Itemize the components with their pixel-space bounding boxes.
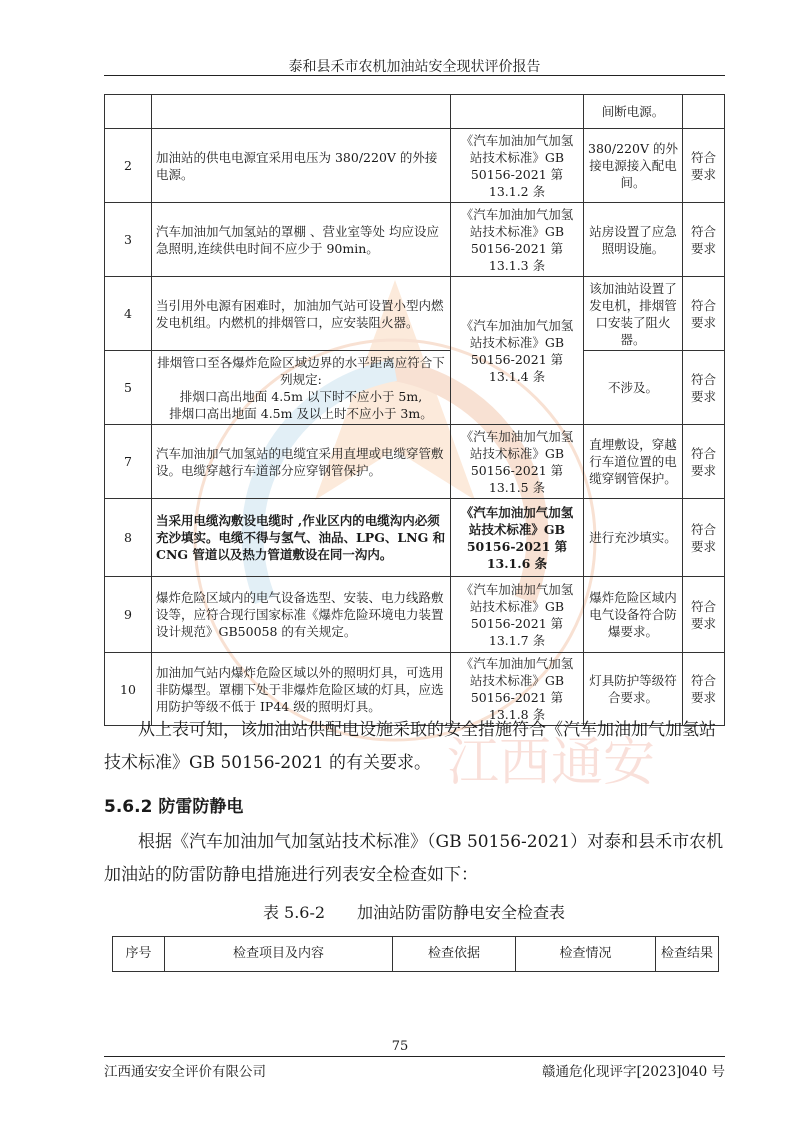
check-item: 当引用外电源有困难时，加油加气站可设置小型内燃发电机组。内燃机的排烟管口，应安装阻火器。 xyxy=(152,277,451,351)
row-number: 2 xyxy=(105,129,152,203)
check-result: 符合要求 xyxy=(683,203,725,277)
check-status: 该加油站设置了发电机，排烟管口安装了阻火器。 xyxy=(584,277,683,351)
footer-divider xyxy=(104,1056,725,1057)
check-basis: 《汽车加油加气加氢站技术标准》GB 50156-2021 第 13.1.8 条 xyxy=(451,653,584,726)
intro-paragraph: 根据《汽车加油加气加氢站技术标准》（GB 50156-2021）对泰和县禾市农机加油站的防雷防静电措施进行列表安全检查如下： xyxy=(104,832,724,885)
check-item: 爆炸危险区域内的电气设备选型、安装、电力线路敷设等，应符合现行国家标准《爆炸危险环境电力装置设计规范》GB50058 的有关规定。 xyxy=(152,577,451,653)
check-item: 排烟管口至各爆炸危险区域边界的水平距离应符合下列规定: 排烟口高出地面 4.5m 以下时不应小于 5m, 排烟口高出地面 4.5m 及以上时不应小于 3m。 xyxy=(152,351,451,425)
row-number: 5 xyxy=(105,351,152,425)
header-cell: 检查情况 xyxy=(516,937,656,972)
check-status: 爆炸危险区域内电气设备符合防爆要求。 xyxy=(584,577,683,653)
table-row xyxy=(105,277,725,351)
check-result: 符合要求 xyxy=(683,129,725,203)
header-divider xyxy=(104,75,725,76)
check-basis: 《汽车加油加气加氢站技术标准》GB 50156-2021 第 13.1.6 条 xyxy=(451,499,584,577)
check-status: 灯具防护等级符合要求。 xyxy=(584,653,683,726)
power-supply-check-table xyxy=(104,94,725,726)
row-number: 3 xyxy=(105,203,152,277)
row-number: 7 xyxy=(105,425,152,499)
table-cell xyxy=(105,95,152,129)
table-header-row xyxy=(113,937,719,972)
check-status: 进行充沙填实。 xyxy=(584,499,683,577)
table-row xyxy=(105,129,725,203)
lightning-check-table xyxy=(112,936,719,972)
watermark-text: 江西通安 xyxy=(446,733,655,793)
section-heading: 5.6.2 防雷防静电 xyxy=(104,797,244,817)
header-cell: 检查依据 xyxy=(393,937,516,972)
check-item: 汽车加油加气加氢站的罩棚 、营业室等处 均应设应急照明,连续供电时间不应少于 90min。 xyxy=(152,203,451,277)
check-basis: 《汽车加油加气加氢站技术标准》GB 50156-2021 第 13.1.3 条 xyxy=(451,203,584,277)
table-caption: 表 5.6-2 加油站防雷防静电安全检查表 xyxy=(262,903,566,922)
row-number: 8 xyxy=(105,499,152,577)
conclusion-paragraph: 从上表可知，该加油站供配电设施采取的安全措施符合《汽车加油加气加氢站技术标准》GB 50156-2021 的有关要求。 xyxy=(104,720,716,773)
check-status: 直埋敷设，穿越行车道位置的电缆穿钢管保护。 xyxy=(584,425,683,499)
row-number: 9 xyxy=(105,577,152,653)
check-basis: 《汽车加油加气加氢站技术标准》GB 50156-2021 第 13.1.4 条 xyxy=(451,277,584,425)
check-basis: 《汽车加油加气加氢站技术标准》GB 50156-2021 第 13.1.2 条 xyxy=(451,129,584,203)
header-cell: 序号 xyxy=(113,937,165,972)
header-cell: 检查项目及内容 xyxy=(165,937,393,972)
table-row xyxy=(105,425,725,499)
check-status: 380/220V 的外接电源接入配电间。 xyxy=(584,129,683,203)
header-cell: 检查结果 xyxy=(656,937,719,972)
table-row xyxy=(105,351,725,425)
table-row xyxy=(105,95,725,129)
footer-company: 江西通安安全评价有限公司 xyxy=(104,1064,266,1080)
footer-ref: 赣通危化现评字[2023]040 号 xyxy=(542,1064,725,1080)
check-status: 不涉及。 xyxy=(584,351,683,425)
check-item: 当采用电缆沟敷设电缆时 ,作业区内的电缆沟内必须充沙填实。电缆不得与氢气、油品、LPG、LNG 和 CNG 管道以及热力管道敷设在同一沟内。 xyxy=(152,499,451,577)
status-cell: 间断电源。 xyxy=(584,95,683,129)
check-basis: 《汽车加油加气加氢站技术标准》GB 50156-2021 第 13.1.5 条 xyxy=(451,425,584,499)
row-number: 4 xyxy=(105,277,152,351)
check-item: 加油加气站内爆炸危险区域以外的照明灯具，可选用非防爆型。罩棚下处于非爆炸危险区域的灯具，应选用防护等级不低于 IP44 级的照明灯具。 xyxy=(152,653,451,726)
check-result: 符合要求 xyxy=(683,351,725,425)
table-cell xyxy=(683,95,725,129)
table-row xyxy=(105,577,725,653)
table-row xyxy=(105,499,725,577)
check-item: 汽车加油加气加氢站的电缆宜采用直埋或电缆穿管敷设。电缆穿越行车道部分应穿钢管保护。 xyxy=(152,425,451,499)
check-result: 符合要求 xyxy=(683,425,725,499)
row-number: 10 xyxy=(105,653,152,726)
check-basis: 《汽车加油加气加氢站技术标准》GB 50156-2021 第 13.1.7 条 xyxy=(451,577,584,653)
table-cell xyxy=(152,95,451,129)
check-status: 站房设置了应急照明设施。 xyxy=(584,203,683,277)
table-row xyxy=(105,203,725,277)
table-cell xyxy=(451,95,584,129)
check-item: 加油站的供电电源宜采用电压为 380/220V 的外接电源。 xyxy=(152,129,451,203)
page-number: 75 xyxy=(391,1039,409,1054)
page-header: 泰和县禾市农机加油站安全现状评价报告 xyxy=(288,59,541,75)
check-result: 符合要求 xyxy=(683,499,725,577)
check-result: 符合要求 xyxy=(683,277,725,351)
check-result: 符合要求 xyxy=(683,653,725,726)
check-result: 符合要求 xyxy=(683,577,725,653)
